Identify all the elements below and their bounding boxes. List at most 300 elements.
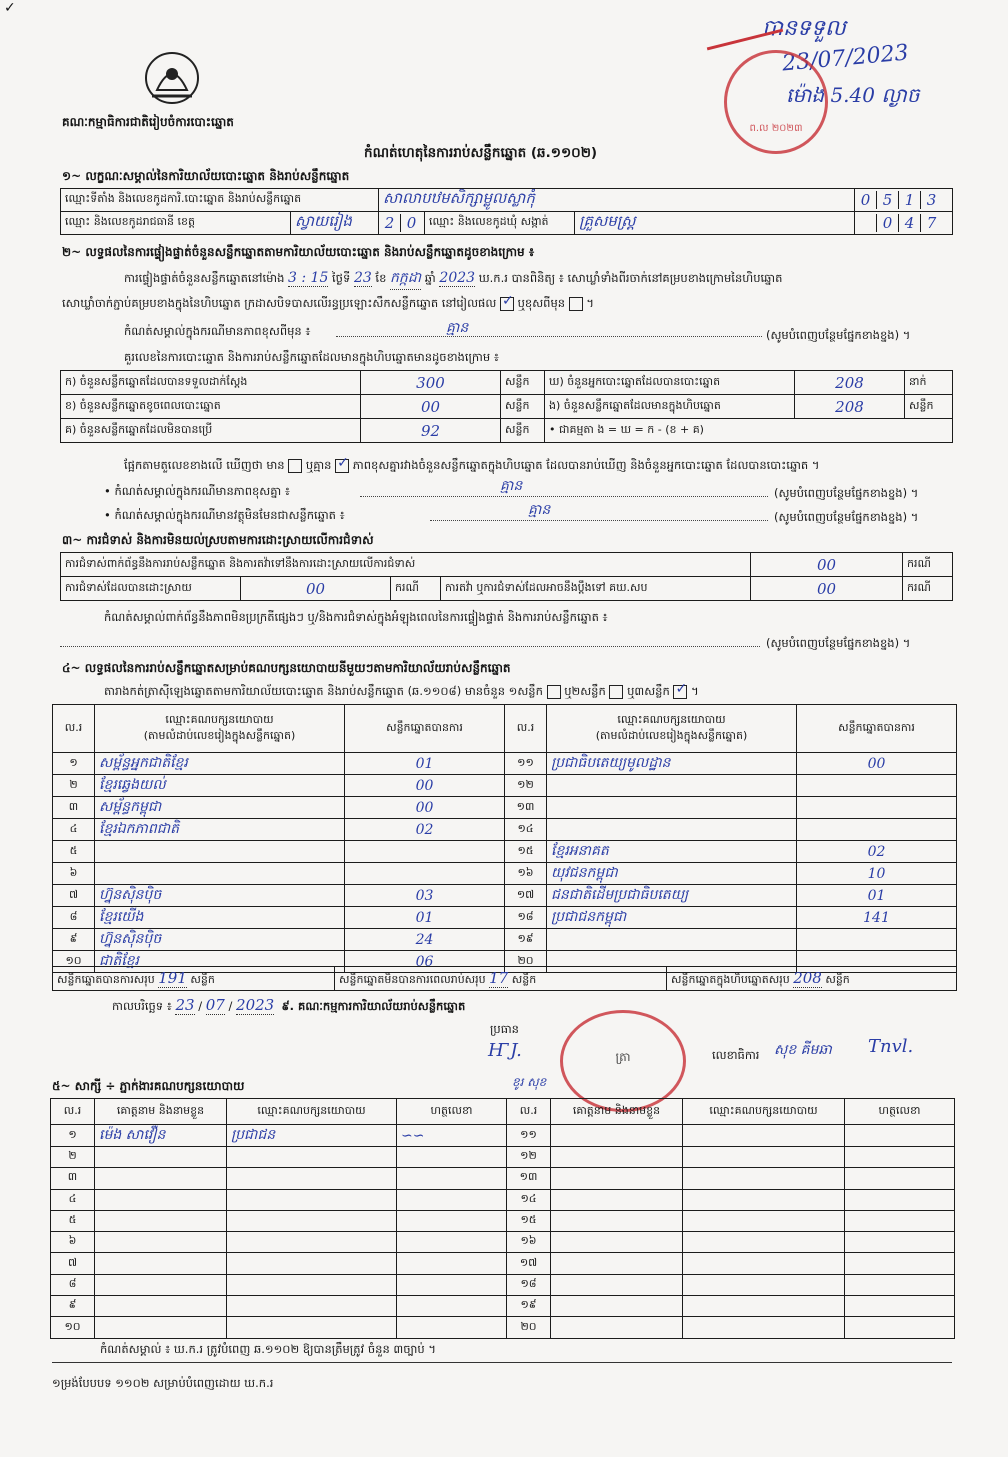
total-invalid-unit: សន្លឹក [511,972,537,986]
total-box-value: 208 [793,968,822,987]
footer-divider [52,1362,952,1363]
party-name: ហ្វ៊ុនស៊ិនប៉ិច [95,885,345,907]
party-votes: 01 [345,753,505,775]
received-unit: សន្លឹក [501,371,545,395]
witness-signature: ∽∽ [397,1125,507,1147]
corner-check-mark: ✓ [4,0,16,16]
resolved-value: 00 [241,577,391,601]
commune-code [855,212,953,235]
witness-signature [397,1253,507,1274]
witness-name [551,1253,683,1274]
witness-no: ១៤ [507,1189,551,1210]
verification-day: 23 [353,270,372,286]
col-votes-header: សន្លឹកឆ្នោតបានការ [797,705,957,753]
irregularity-suffix: (សូមបំពេញបន្ថែមផ្នែកខាងខ្នង) ។ [766,636,911,650]
party-votes: 00 [345,775,505,797]
formula-note: • ជាគម្មតា ង = ឃ = ក - (ខ + គ) [545,419,953,443]
witness-name [551,1168,683,1189]
witness-col-party: ឈ្មោះគណបក្សនយោបាយ [227,1099,397,1125]
sec4-heading: ៤~ លទ្ធផលនៃការរាប់សន្លឹកឆ្នោតសម្រាប់គណបក្សនយោបាយនីមួយៗតាមការិយាល័យរាប់សន្លឹកឆ្នោត [62,661,511,675]
date-year: 2023 [236,996,275,1014]
commission-name: គណៈកម្មាធិការជាតិរៀបចំការបោះឆ្នោត [62,115,234,129]
witness-party [683,1168,845,1189]
party-name [547,819,797,841]
party-name: ខ្មែរឯកភាពជាតិ [95,819,345,841]
changed-option-label: ឬខុសពីមុន [517,296,566,310]
irregularity-line [60,646,760,647]
party-name [547,929,797,951]
witness-no: ១៥ [507,1210,551,1231]
verification-year: 2023 [439,270,476,286]
tally-sheet-line: តារាងកត់ត្រាស៊ីឡេងឆ្នោតតាមការិយាល័យបោះឆ្នោត និងរាប់សន្លឹកឆ្នោត (ឆ.១១០៨) មានចំនួន ១សន្លឹក ឬ២សន្លឹក ឬ៣សន្លឹក ✓ ។ [104,680,699,698]
commune-code-digit: 4 [898,214,920,232]
form-footer: ១ម្រង់បែបបទ ១១០២ សម្រាប់បំពេញដោយ ឃ.ក.រ [52,1376,274,1390]
party-name: ខ្មែរឆ្វេងយល់ [95,775,345,797]
col-party-header [95,705,345,753]
witness-signature [845,1232,955,1253]
party-no: ៦ [53,863,95,885]
seal-check-text: សោឃ្លាំចាក់ភ្ជាប់គម្របខាងក្នុងនៃហិបឆ្នោត ក្រដាសបិទបាសលើរន្ធប្រឡោះសឹកសន្លឹកឆ្នោត នៅរៀលផល [62,296,497,310]
total-valid-cell [53,967,335,991]
party-row [53,819,957,841]
discrepancy-yes-checkbox[interactable] [288,459,302,473]
page-title: កំណត់ហេតុនៃការរាប់សន្លឹកឆ្នោត (ឆ.១១០២) [364,145,598,161]
resolved-unit: ករណី [391,577,441,601]
unused-value: 92 [361,419,501,443]
voted-label: ឃ) ចំនួនអ្នកបោះឆ្នោតដែលបានបោះឆ្នោត [545,371,795,395]
witness-party [683,1147,845,1168]
witness-row [51,1317,955,1338]
witness-table [50,1098,955,1339]
total-box-cell [667,967,957,991]
counts-intro: គួរលេខនៃការបោះឆ្នោត និងការរាប់សន្លឹកឆ្នោតដែលមានក្នុងហិបឆ្នោតមានដូចខាងក្រោម ៖ [124,350,499,364]
objections-unit: ករណី [903,553,953,577]
verification-text-b: ថ្ងៃទី [332,271,351,285]
party-votes: 03 [345,885,505,907]
bullet2-line [430,520,768,521]
chair-name: ខូរ សុខ [512,1075,547,1089]
witness-name [95,1189,227,1210]
sec3-heading: ៣~ ការជំទាស់ និងការមិនយល់ស្របតាមការដោះស្រាយលើការជំទាស់ [62,533,374,547]
appeals-value: 00 [751,577,903,601]
in-box-unit: សន្លឹក [905,395,953,419]
witness-rows [51,1125,955,1339]
discrepancy-line [124,454,820,475]
party-name: ហ្វ៊ុនស៊ិនប៉ិច [95,929,345,951]
witness-row [51,1232,955,1253]
witness-signature [397,1232,507,1253]
party-votes: 01 [797,885,957,907]
witness-name [95,1168,227,1189]
party-name: ប្រជាធិបតេយ្យមូលដ្ឋាន [547,753,797,775]
witness-party [683,1210,845,1231]
witness-signature [845,1317,955,1338]
discrepancy-no-checkbox[interactable]: ✓ [337,454,349,471]
witness-no: ១ [51,1125,95,1147]
seal-check-line: សោឃ្លាំចាក់ភ្ជាប់គម្របខាងក្នុងនៃហិបឆ្នោត ក្រដាសបិទបាសលើរន្ធប្រឡោះសឹកសន្លឹកឆ្នោត នៅរៀលផល ✓ ឬខុសពីមុន ។ [62,292,594,310]
verification-text-e: ឃ.ក.រ បានពិនិត្យ ៖ សោឃ្លាំទាំងពីរចាក់នៅគម្របខាងក្រោមនៃហិបឆ្នោត [478,271,783,285]
chair-signature: Ҥ J. [488,1040,522,1061]
witness-col-sign: ហត្ថលេខា [397,1099,507,1125]
witness-no: ១៣ [507,1168,551,1189]
witness-col-no: ល.រ [507,1099,551,1125]
verification-text-d: ឆ្នាំ [424,271,436,285]
party-no: ១៣ [505,797,547,819]
witness-no: ៦ [51,1232,95,1253]
witness-col-name: គោត្តនាម និងនាមខ្លួន [95,1099,227,1125]
station-code-digit: 0 [860,191,871,209]
count-date-line: កាលបរិច្ឆេទ ៖ 23 / 07 / 2023 ៩. គណៈកម្មការការិយាល័យរាប់សន្លឹកឆ្នោត [112,996,466,1014]
witness-name: ម៉េង សាវឿន [95,1125,227,1147]
witness-name [551,1189,683,1210]
sec5-heading: ៥~ សាក្សី ÷ ភ្នាក់ងារគណបក្សនយោបាយ [52,1079,245,1093]
witness-no: ៧ [51,1253,95,1274]
witness-party [227,1274,397,1295]
party-name: យុវជនកម្ពុជា [547,863,797,885]
total-invalid-cell [335,967,667,991]
receipt-note: បានទទួល [762,16,846,41]
discrepancy-text-b: ឬគ្មាន [305,458,332,472]
witness-signature [845,1210,955,1231]
appeals-unit: ករណី [903,577,953,601]
bullet2-suffix: (សូមបំពេញបន្ថែមផ្នែកខាងខ្នង) ។ [774,510,919,524]
witness-party [683,1125,845,1147]
receipt-time: ម៉ោង 5.40 ល្ងាច [786,83,920,107]
station-code-digit: 1 [898,191,920,209]
witness-signature [397,1168,507,1189]
nec-emblem-icon [142,48,202,108]
discrepancy-text-a: ផ្អែកតាមតួលេខខាងលើ ឃើញថា មាន [124,458,285,472]
witness-row [51,1168,955,1189]
col-party-subtitle: (តាមលំដាប់លេខរៀងក្នុងសន្លឹកឆ្នោត) [143,728,296,742]
party-no: ១៧ [505,885,547,907]
station-code-digit: 3 [920,191,942,209]
party-votes: 01 [345,907,505,929]
witness-party [227,1253,397,1274]
party-name [95,841,345,863]
location-table [60,188,953,235]
witness-no: ១៧ [507,1253,551,1274]
seal-top-date: ព.ល ២០២៣ [749,123,803,134]
witness-name [551,1232,683,1253]
date-month: 07 [205,996,225,1014]
three-sheets-label: ឬ៣សន្លឹក [627,684,670,698]
bullet1-label: • កំណត់សម្គាល់ក្នុងករណីមានភាពខុសគ្នា ៖ [104,484,290,498]
three-sheets-checkbox[interactable]: ✓ [675,680,688,697]
witness-party [683,1296,845,1317]
station-name-value: សាលាបឋមសិក្សាម្លូលស្លាកុំ [379,189,855,212]
party-votes: 141 [797,907,957,929]
total-box-unit: សន្លឹក [825,972,850,986]
witness-signature [845,1253,955,1274]
committee-seal [560,1010,686,1112]
party-name: ប្រជាជនកម្ពុជា [547,907,797,929]
witness-signature [845,1189,955,1210]
witness-name [551,1317,683,1338]
party-row [53,797,957,819]
col-no-header: ល.រ [53,705,95,753]
in-box-value: 208 [795,395,905,419]
witness-signature [845,1125,955,1147]
irregularity-note: កំណត់សម្គាល់ពាក់ព័ន្ធនឹងភាពមិនប្រក្រតីផ្សេងៗ ឬ/និងការជំទាស់ក្នុងអំឡុងពេលនៃការផ្ទៀងផ្ទាត់ និងការរាប់សន្លឹកឆ្នោត ៖ [104,610,608,624]
witness-name [551,1125,683,1147]
commune-value: គ្រួសមស្ដ្រ [575,212,855,235]
witness-signature [845,1274,955,1295]
witness-row [51,1274,955,1295]
unused-unit: សន្លឹក [501,419,545,443]
witness-row [51,1147,955,1168]
changed-checkbox[interactable] [569,297,583,311]
total-invalid-value: 17 [489,968,509,987]
objections-label: ការជំទាស់ពាក់ព័ន្ធនឹងការរាប់សន្លឹកឆ្នោត និងការតវ៉ាទៅនឹងការដោះស្រាយលើការជំទាស់ [61,553,751,577]
official-seal-top [724,50,828,154]
witness-party [227,1317,397,1338]
witness-party [227,1189,397,1210]
party-no: ១១ [505,753,547,775]
verification-text-a: ការផ្ទៀងផ្ទាត់ចំនួនសន្លឹកឆ្នោតនៅម៉ោង [124,271,285,285]
totals-table [52,966,957,991]
objections-table [60,552,953,601]
witness-col-sign: ហត្ថលេខា [845,1099,955,1125]
party-no: ២០ [505,951,547,973]
party-row [53,929,957,951]
bullet2-value: គ្មាន [528,502,551,518]
two-sheets-checkbox[interactable] [609,685,623,699]
witness-col-no: ល.រ [51,1099,95,1125]
witness-party [683,1317,845,1338]
province-label: ឈ្មោះ និងលេខកូដរាជធានី ខេត្ត [61,212,291,235]
secretary-signature: Tnvl. [868,1036,914,1057]
party-no: ៩ [53,929,95,951]
bullet2-label: • កំណត់សម្គាល់ក្នុងករណីមានវត្ថុមិនមែនជាសន្លឹកឆ្នោត ៖ [104,508,345,522]
witness-signature [397,1210,507,1231]
witness-name [95,1253,227,1274]
witness-party [683,1232,845,1253]
witness-row [51,1253,955,1274]
in-box-label: ង) ចំនួនសន្លឹកឆ្នោតដែលមានក្នុងហិបឆ្នោត [545,395,795,419]
province-value: ស្វាយរៀង [291,212,379,235]
secretary-name: សុខ គីមឆា [774,1042,832,1058]
party-no: ៥ [53,841,95,863]
witness-signature [397,1189,507,1210]
party-no: ៨ [53,907,95,929]
party-row [53,907,957,929]
spoiled-unit: សន្លឹក [501,395,545,419]
party-row [53,775,957,797]
resolved-label: ការជំទាស់ដែលបានដោះស្រាយ [61,577,241,601]
party-name: ជនជាតិដើមប្រជាធិបតេយ្យ [547,885,797,907]
sec2-heading: ២~ លទ្ធផលនៃការផ្ទៀងផ្ទាត់ចំនួនសន្លឹកឆ្នោតតាមការិយាល័យបោះឆ្នោត និងរាប់សន្លឹកឆ្នោតដូចខាងក្រោម ៖ [62,245,535,259]
bullet1-value: គ្មាន [500,478,523,494]
witness-no: ២០ [507,1317,551,1338]
party-name: ខ្មែរយើង [95,907,345,929]
witness-row [51,1189,955,1210]
two-sheets-label: ឬ២សន្លឹក [564,684,606,698]
party-results-table [52,704,957,973]
witness-no: ១០ [51,1317,95,1338]
party-no: ៣ [53,797,95,819]
witness-no: ១៩ [507,1296,551,1317]
witness-row [51,1125,955,1147]
witness-no: ១១ [507,1125,551,1147]
witness-party [227,1296,397,1317]
province-code-digit: 0 [400,214,422,232]
witness-name [95,1317,227,1338]
difference-note-value: គ្មាន [446,320,469,336]
party-votes: 00 [345,797,505,819]
difference-note-line [336,336,762,337]
witness-row [51,1296,955,1317]
party-no: ១៤ [505,819,547,841]
party-row [53,885,957,907]
party-name [547,797,797,819]
seal-mid-label: ត្រា [615,1050,631,1064]
party-name: ជាតិខ្មែរ [95,951,345,973]
commune-code-digit: 7 [920,214,942,232]
party-no: ២ [53,775,95,797]
footnote: កំណត់សម្គាល់ ៖ ឃ.ក.រ ត្រូវបំពេញ ឆ.១១០២ ឱ្យបានត្រឹមត្រូវ ចំនួន ៣ច្បាប់ ។ [100,1342,436,1356]
party-votes: 02 [797,841,957,863]
total-box-label: សន្លឹកឆ្នោតក្នុងហិបឆ្នោតសរុប [671,972,790,986]
witness-no: ៣ [51,1168,95,1189]
unused-label: គ) ចំនួនសន្លឹកឆ្នោតដែលមិនបានប្រើ [61,419,361,443]
witness-signature [397,1317,507,1338]
sec1-heading: ១~ លក្ខណៈសម្គាល់នៃការិយាល័យបោះឆ្នោត និងរាប់សន្លឹកឆ្នោត [62,169,350,183]
col-party-subtitle: (តាមលំដាប់លេខរៀងក្នុងសន្លឹកឆ្នោត) [595,728,748,742]
party-votes: 02 [345,819,505,841]
received-label: ក) ចំនួនសន្លឹកឆ្នោតដែលបានទទួលដាក់ស្តែង [61,371,361,395]
voted-value: 208 [795,371,905,395]
discrepancy-text-c: ភាពខុសគ្នារវាងចំនួនសន្លឹកឆ្នោតក្នុងហិបឆ្នោត ដែលបានរាប់ឃើញ និងចំនួនអ្នកបោះឆ្នោត ដែលបានបោះឆ្នោត ។ [352,458,820,472]
tally-sheet-text: តារាងកត់ត្រាស៊ីឡេងឆ្នោតតាមការិយាល័យបោះឆ្នោត និងរាប់សន្លឹកឆ្នោត (ឆ.១១០៨) មានចំនួន ១សន្លឹក [104,684,543,698]
bullet1-suffix: (សូមបំពេញបន្ថែមផ្នែកខាងខ្នង) ។ [774,486,919,500]
party-row [53,841,957,863]
party-no: ៧ [53,885,95,907]
spoiled-value: 00 [361,395,501,419]
witness-name [551,1274,683,1295]
witness-party [227,1168,397,1189]
province-code [379,212,425,235]
party-no: ១០ [53,951,95,973]
province-code-digit: 2 [384,214,395,232]
appeals-label: ការតវ៉ា ឬការជំទាស់ដែលអាចនឹងប្តឹងទៅ គឃ.សប [441,577,751,601]
party-name [547,775,797,797]
bullet1-line [360,496,768,497]
verification-time: 3 : 15 [288,270,329,286]
party-name: សម្ព័ន្ធអ្នកជាតិខ្មែរ [95,753,345,775]
witness-signature [845,1147,955,1168]
witness-no: ៩ [51,1296,95,1317]
party-votes: 24 [345,929,505,951]
party-no: ១២ [505,775,547,797]
party-votes [797,929,957,951]
witness-party [683,1274,845,1295]
witness-no: ៨ [51,1274,95,1295]
chair-label: ប្រធាន [490,1022,519,1036]
party-votes [797,775,957,797]
total-valid-label: សន្លឹកឆ្នោតបានការសរុប [57,972,155,986]
difference-note-label: កំណត់សម្គាល់ក្នុងករណីមានភាពខុសពីមុន ៖ [124,324,311,338]
party-votes: 10 [797,863,957,885]
same-checkbox[interactable]: ✓ [501,292,514,309]
station-code-digit: 5 [876,191,898,209]
party-row [53,863,957,885]
verification-text-c: ខែ [375,271,387,285]
witness-signature [397,1147,507,1168]
spoiled-label: ខ) ចំនួនសន្លឹកឆ្នោតខូចពេលបោះឆ្នោត [61,395,361,419]
verification-line [124,268,782,290]
witness-name [95,1296,227,1317]
party-votes [345,863,505,885]
party-no: ៤ [53,819,95,841]
commune-label: ឈ្មោះ និងលេខកូដឃុំ សង្កាត់ [425,212,575,235]
col-party-title: ឈ្មោះគណបក្សនយោបាយ [165,712,274,726]
ballot-counts-table [60,370,953,443]
witness-party [227,1232,397,1253]
witness-party: ប្រជាជន [227,1125,397,1147]
witness-party [227,1147,397,1168]
witness-col-name: គោត្តនាម និងនាមខ្លួន [551,1099,683,1125]
party-rows [53,753,957,973]
witness-name [551,1296,683,1317]
party-no: ១៥ [505,841,547,863]
col-no-header: ល.រ [505,705,547,753]
difference-note-suffix: (សូមបំពេញបន្ថែមផ្នែកខាងខ្នង) ។ [766,328,911,342]
witness-signature [845,1296,955,1317]
witness-col-party: ឈ្មោះគណបក្សនយោបាយ [683,1099,845,1125]
party-votes [797,797,957,819]
witness-no: ៤ [51,1189,95,1210]
col-party-header [547,705,797,753]
party-votes [345,841,505,863]
committee-label: ៩. គណៈកម្មការការិយាល័យរាប់សន្លឹកឆ្នោត [281,999,466,1013]
verification-month: កក្កដា [390,268,421,290]
party-no: ១៩ [505,929,547,951]
date-day: 23 [175,996,195,1014]
party-name: សម្ព័ន្ធកម្ពុជា [95,797,345,819]
witness-party [227,1210,397,1231]
party-votes: 00 [797,753,957,775]
witness-name [551,1210,683,1231]
voted-unit: នាក់ [905,371,953,395]
secretary-label: លេខាធិការ [712,1048,760,1062]
witness-no: ១២ [507,1147,551,1168]
date-label: កាលបរិច្ឆេទ ៖ [112,999,172,1013]
witness-name [95,1274,227,1295]
witness-name [95,1147,227,1168]
party-no: ១៦ [505,863,547,885]
party-votes [797,819,957,841]
witness-no: ១៨ [507,1274,551,1295]
party-votes: 06 [345,951,505,973]
party-name [95,863,345,885]
party-no: ១៨ [505,907,547,929]
col-party-title: ឈ្មោះគណបក្សនយោបាយ [617,712,726,726]
receipt-date: 23/07/2023 [781,40,910,77]
one-sheet-checkbox[interactable] [547,685,561,699]
witness-name [95,1210,227,1231]
witness-signature [397,1296,507,1317]
total-valid-unit: សន្លឹក [190,972,215,986]
witness-row [51,1210,955,1231]
col-votes-header: សន្លឹកឆ្នោតបានការ [345,705,505,753]
station-name-label: ឈ្មោះទីតាំង និងលេខកូដការិ.បោះឆ្នោត និងរាប់សន្លឹកឆ្នោត [61,189,379,212]
total-invalid-label: សន្លឹកឆ្នោតមិនបានការពេលរាប់សរុប [339,972,486,986]
station-code [855,189,953,212]
commune-code-digit: 0 [876,214,898,232]
witness-no: ១៦ [507,1232,551,1253]
objections-value: 00 [751,553,903,577]
